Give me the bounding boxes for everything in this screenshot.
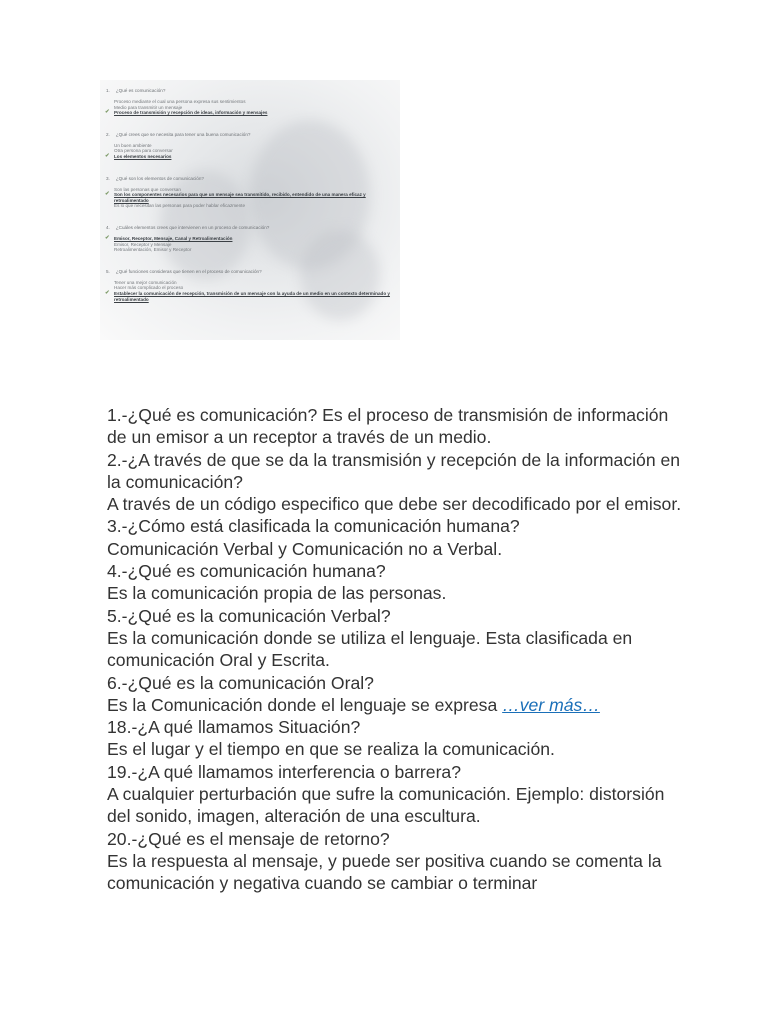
check-icon: ✔ xyxy=(105,234,110,241)
quiz-option-text: Son las personas que conversan xyxy=(114,186,181,192)
quiz-item xyxy=(106,132,396,160)
quiz-question-number: 5. xyxy=(106,268,110,274)
quiz-question-number: 2. xyxy=(106,131,110,137)
document-text xyxy=(107,404,687,895)
quiz-question-list xyxy=(106,88,396,318)
quiz-question: ¿Cuáles elementos crees que intervienen en un proceso de comunicación? xyxy=(115,224,270,230)
see-more-link[interactable]: …ver más… xyxy=(502,694,600,715)
check-icon: ✔ xyxy=(105,191,110,198)
paragraph: Es la comunicación propia de las personas. xyxy=(107,583,447,604)
paragraph: 1.-¿Qué es comunicación? Es el proceso de transmisión de información de un emisor a un receptor a través de un medio. xyxy=(107,405,669,448)
paragraph: Comunicación Verbal y Comunicación no a Verbal. xyxy=(107,538,503,559)
quiz-option-text: Emisor, Receptor y Mensaje xyxy=(114,241,172,247)
quiz-option-correct xyxy=(106,110,396,116)
paragraph: 19.-¿A qué llamamos interferencia o barrera? xyxy=(107,761,462,782)
quiz-question-number: 4. xyxy=(106,224,110,230)
quiz-item xyxy=(106,225,396,253)
quiz-question-number: 1. xyxy=(106,88,110,93)
quiz-option-correct xyxy=(106,154,396,160)
paragraph: 3.-¿Cómo está clasificada la comunicación humana? xyxy=(107,516,520,537)
quiz-question: ¿Qué crees que se necesita para tener una buena comunicación? xyxy=(115,131,251,137)
paragraph: 6.-¿Qué es la comunicación Oral? xyxy=(107,672,374,693)
check-icon: ✔ xyxy=(105,289,110,296)
check-icon: ✔ xyxy=(105,109,110,116)
quiz-question: ¿Qué son los elementos de comunicación? xyxy=(115,175,204,181)
quiz-item xyxy=(106,269,396,302)
paragraph: Es la comunicación donde se utiliza el lenguaje. Esta clasificada en comunicación Oral y Escrita. xyxy=(107,627,633,671)
quiz-option-text: Proceso mediante el cual una persona expresa sus sentimientos xyxy=(114,99,246,104)
quiz-option-text: Los elementos necesarios xyxy=(114,153,172,159)
paragraph: 20.-¿Qué es el mensaje de retorno? xyxy=(107,828,390,849)
quiz-option-text: Hacer más complicado el proceso xyxy=(114,285,184,291)
quiz-question: ¿Qué es comunicación? xyxy=(115,88,166,93)
quiz-option-text: Un buen ambiente xyxy=(114,142,152,148)
quiz-option-text: Otra persona para conversar xyxy=(114,148,173,154)
paragraph: 5.-¿Qué es la comunicación Verbal? xyxy=(107,605,391,626)
quiz-option-correct xyxy=(106,192,396,203)
quiz-option-text: Emisor, Receptor, Mensaje, Canal y Retroalimentación xyxy=(114,235,233,241)
quiz-option xyxy=(106,203,396,209)
quiz-option-text: Proceso de transmisión y recepción de ideas, información y mensajes xyxy=(114,110,268,116)
quiz-item xyxy=(106,88,396,116)
quiz-option-text: Es lo que necesitan las personas para poder hablar eficazmente xyxy=(114,203,246,209)
paragraph: A través de un código especifico que debe ser decodificado por el emisor. xyxy=(107,494,682,515)
paragraph: 4.-¿Qué es comunicación humana? xyxy=(107,561,386,582)
quiz-question: ¿Qué funciones consideras que tienen en el proceso de comunicación? xyxy=(115,268,262,274)
quiz-item xyxy=(106,176,396,209)
paragraph: Es el lugar y el tiempo en que se realiza la comunicación. xyxy=(107,739,555,760)
paragraph: 18.-¿A qué llamamos Situación? xyxy=(107,717,361,738)
check-icon: ✔ xyxy=(105,152,110,159)
paragraph: 2.-¿A través de que se da la transmisión y recepción de la información en la comunicación? xyxy=(107,449,681,492)
paragraph: Es la respuesta al mensaje, y puede ser positiva cuando se comenta la comunicación y negativa cuando se cambiar o terminar xyxy=(107,850,662,894)
quiz-option-text: Tener una mejor comunicación xyxy=(114,279,177,285)
quiz-option-text: Son los componentes necesarios para que un mensaje sea transmitido, recibido, entendido de una manera eficaz y retroalimentado xyxy=(114,192,366,203)
quiz-option xyxy=(106,247,396,253)
paragraph: A cualquier perturbación que sufre la comunicación. Ejemplo: distorsión del sonido, imagen, alteración de una escultura. xyxy=(107,784,665,827)
quiz-option-text: Establecer la comunicación de recepción, transmisión de un mensaje con la ayuda de un medio en un contexto determinado y retroalimentado xyxy=(114,290,390,302)
paragraph xyxy=(107,694,687,716)
truncated-answer: Es la Comunicación donde el lenguaje se expresa xyxy=(107,694,498,715)
quiz-screenshot-image xyxy=(100,80,400,340)
quiz-option-text: Retroalimentación, Emisor y Receptor xyxy=(114,247,192,253)
quiz-option-correct xyxy=(106,291,396,302)
quiz-question-number: 3. xyxy=(106,175,110,181)
quiz-option-text: Medio para transmitir un mensaje xyxy=(114,104,183,110)
